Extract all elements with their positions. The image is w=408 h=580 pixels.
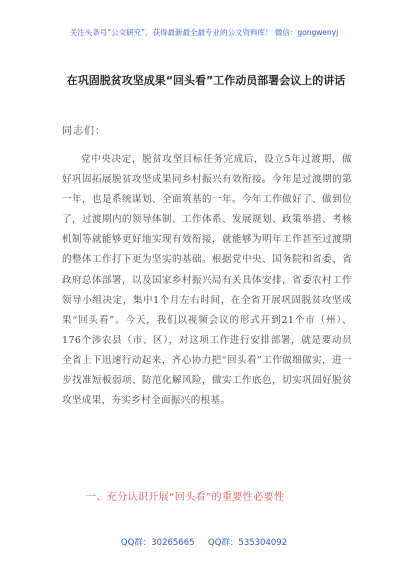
footer-qq-contacts: QQ群：30265665 QQ群：535304092 bbox=[120, 538, 288, 548]
salutation: 同志们： bbox=[62, 126, 106, 137]
document-title: 在巩固脱贫攻坚成果“回头看”工作动员部署会议上的讲话 bbox=[66, 74, 346, 87]
header-notice: 关注头条号“公文研究”，获得最新最全最专业的公文资料库！ 微信：gongwenyj bbox=[69, 28, 339, 37]
section-heading: 一、充分认识开展“回头看”的重要性必要性 bbox=[86, 492, 285, 503]
body-paragraph: 党中央决定，脱贫攻坚目标任务完成后，设立5年过渡期，做好巩固拓展脱贫攻坚成果同乡村振兴有效衔接。今年是过渡期的第一年，也是系统谋划、全面筑基的一年。今年工作做好了、做到位了，过渡期内的领导体制、工作体系、发展规划、政策举措、考核机制等就能够更好地实现有效衔接，就能够为明年工作甚至过渡期的整体工作打下更为坚实的基础。根据党中央、国务院和省委、省政府总体部署，以及国家乡村振兴局有关具体安排，省委农村工作领导小组决定，集中1个月左右时间，在全省开展巩固脱贫攻坚成果“回头看”。今天，我们以视频会议的形式开到21个市（州）、176个涉农县（市、区），对这项工作进行安排部署，就是要动员全省上下迅速行动起来，齐心协力把“回头看”工作做细做实，进一步找准短板弱项、防范化解风险，做实工作底色，切实巩固好脱贫攻坚成果，夯实乡村全面振兴的根基。 bbox=[62, 154, 352, 407]
